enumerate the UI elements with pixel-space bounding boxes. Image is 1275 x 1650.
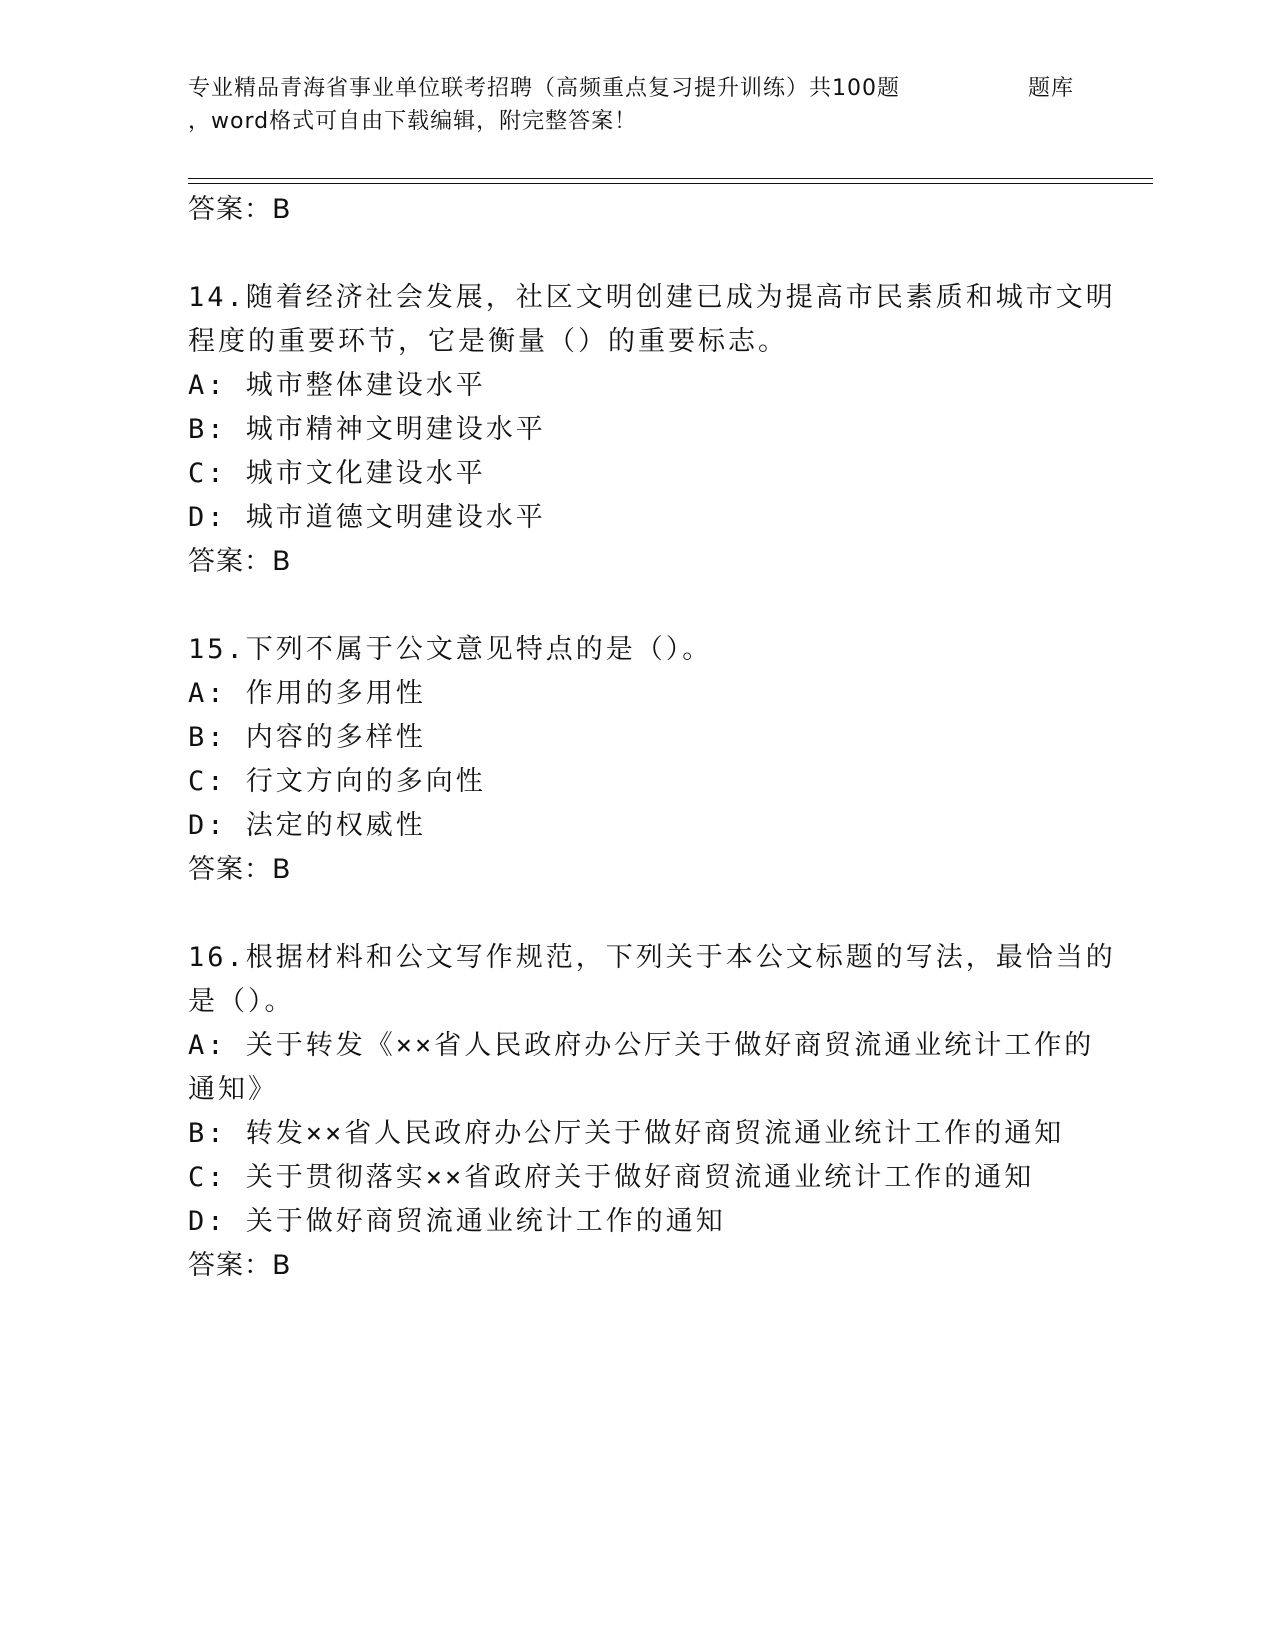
header-divider-top <box>188 178 1153 179</box>
question-15-option-c: C: 行文方向的多向性 <box>188 766 486 797</box>
question-16-text-line-2: 是（）。 <box>188 986 295 1017</box>
question-15-text-line-1: 15.下列不属于公文意见特点的是（）。 <box>188 634 713 665</box>
header-tag: 题库 <box>1027 76 1074 101</box>
previous-answer: 答案：B <box>188 194 292 225</box>
question-14-answer: 答案：B <box>188 546 292 577</box>
question-15-answer: 答案：B <box>188 854 292 885</box>
question-14-text-line-2: 程度的重要环节，它是衡量（）的重要标志。 <box>188 326 788 357</box>
header-title-row <box>188 72 1088 105</box>
document-header <box>188 72 1088 138</box>
question-15-option-a: A: 作用的多用性 <box>188 678 426 709</box>
question-14-option-b: B: 城市精神文明建设水平 <box>188 414 546 445</box>
question-16-answer: 答案：B <box>188 1250 292 1281</box>
question-15-option-b: B: 内容的多样性 <box>188 722 426 753</box>
question-16-option-a-continued: 通知》 <box>188 1074 278 1105</box>
question-14-text-line-1: 14.随着经济社会发展，社区文明创建已成为提高市民素质和城市文明 <box>188 282 1116 313</box>
question-16-option-c: C: 关于贯彻落实××省政府关于做好商贸流通业统计工作的通知 <box>188 1162 1035 1193</box>
question-14-option-c: C: 城市文化建设水平 <box>188 458 486 489</box>
header-divider-bottom <box>188 183 1153 184</box>
question-14-option-a: A: 城市整体建设水平 <box>188 370 486 401</box>
question-16-text-line-1: 16.根据材料和公文写作规范，下列关于本公文标题的写法，最恰当的 <box>188 942 1116 973</box>
header-subtitle: ，word格式可自由下载编辑，附完整答案！ <box>188 109 638 134</box>
question-14-option-d: D: 城市道德文明建设水平 <box>188 502 546 533</box>
question-16-option-d: D: 关于做好商贸流通业统计工作的通知 <box>188 1206 726 1237</box>
question-16-option-a: A: 关于转发《××省人民政府办公厅关于做好商贸流通业统计工作的 <box>188 1030 1095 1061</box>
header-title: 专业精品青海省事业单位联考招聘（高频重点复习提升训练）共100题 <box>188 76 900 101</box>
question-15-option-d: D: 法定的权威性 <box>188 810 426 841</box>
question-16-option-b: B: 转发××省人民政府办公厅关于做好商贸流通业统计工作的通知 <box>188 1118 1065 1149</box>
